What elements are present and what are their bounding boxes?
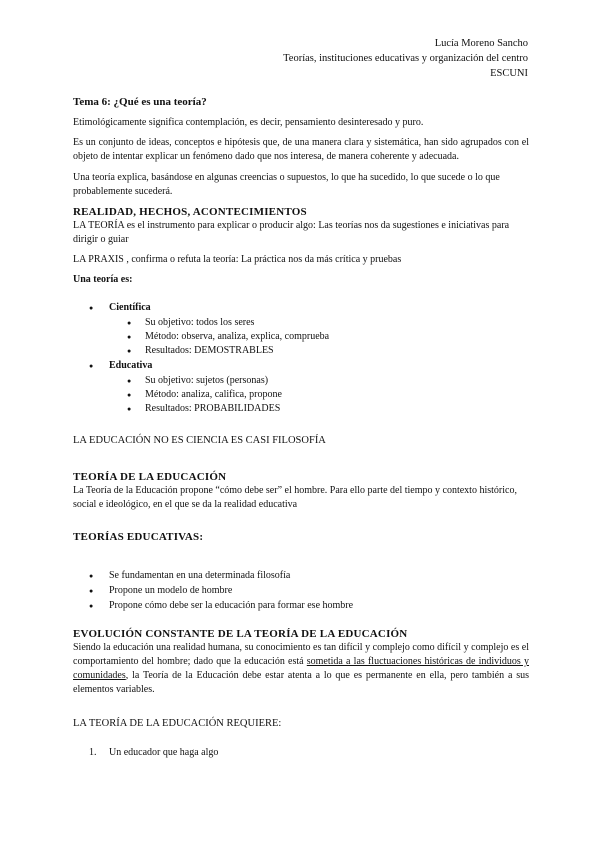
list-item: ● Resultados: DEMOSTRABLES bbox=[73, 344, 529, 358]
list-item: ● Método: observa, analiza, explica, comprueba bbox=[73, 330, 529, 344]
heading-realidad: REALIDAD, HECHOS, ACONTECIMIENTOS bbox=[73, 206, 307, 218]
course-name: Teorías, instituciones educativas y organización del centro bbox=[283, 53, 528, 64]
paragraph-definition: Es un conjunto de ideas, conceptos e hipótesis que, de una manera clara y sistemática, han sido agrupados con el objeto de intentar explicar un fenómeno dado que nos interesa, de manera coherente y adecuada. bbox=[73, 137, 529, 162]
praxis-lead: LA PRAXIS bbox=[73, 254, 124, 265]
school-name: ESCUNI bbox=[490, 68, 528, 79]
document-header bbox=[283, 36, 528, 81]
evolucion-text-a: Siendo la educación una realidad humana, su conocimiento es tan difícil y complejo como difícil y complejo es el comportamiento del hombre; dado que la educación está bbox=[73, 642, 529, 667]
list-number: 1. bbox=[89, 747, 97, 758]
topic-title: Tema 6: ¿Qué es una teoría? bbox=[73, 96, 207, 108]
list-item-text: Un educador que haga algo bbox=[109, 747, 219, 758]
evolucion-text-b: , la Teoría de la Educación debe estar atenta a lo que es permanente en ella, pero también a sus elementos variables. bbox=[73, 670, 529, 695]
heading-evolucion: EVOLUCIÓN CONSTANTE DE LA TEORÍA DE LA EDUCACIÓN bbox=[73, 628, 408, 640]
list-item: ● Se fundamentan en una determinada filosofía bbox=[73, 569, 529, 583]
paragraph-teoria bbox=[73, 219, 529, 247]
teorias-list bbox=[73, 569, 529, 613]
document-body bbox=[73, 95, 529, 760]
list-item: ● Método: analiza, califica, propone bbox=[73, 388, 529, 402]
paragraph-etymology: Etimológicamente significa contemplación, es decir, pensamiento desinteresado y puro. bbox=[73, 117, 424, 128]
list-item: ● Su objetivo: sujetos (personas) bbox=[73, 374, 529, 388]
paragraph-teoria-educacion: La Teoría de la Educación propone “cómo debe ser” el hombre. Para ello parte del tiempo y contexto histórico, social e ideológico, en el que se da la realidad educativa bbox=[73, 485, 517, 510]
list-item-cientifica: ● Científica bbox=[73, 301, 529, 315]
list-item: ● Propone un modelo de hombre bbox=[73, 584, 529, 598]
requiere-list bbox=[73, 746, 529, 760]
paragraph-praxis bbox=[73, 253, 529, 267]
author-name: Lucía Moreno Sancho bbox=[434, 38, 528, 49]
una-teoria-label: Una teoría es: bbox=[73, 274, 133, 285]
teoria-rest: es el instrumento para explicar o producir algo: Las teorías nos da sugestiones e iniciativas para dirigir o guiar bbox=[73, 220, 510, 245]
statement-requiere: LA TEORÍA DE LA EDUCACIÓN REQUIERE: bbox=[73, 718, 282, 729]
list-item: ● Resultados: PROBABILIDADES bbox=[73, 402, 529, 416]
heading-teorias-educativas: TEORÍAS EDUCATIVAS: bbox=[73, 531, 204, 543]
list-item-educativa: ● Educativa bbox=[73, 359, 529, 373]
paragraph-explains: Una teoría explica, basándose en algunas creencias o supuestos, lo que ha sucedido, lo que sucede o lo que probablemente sucederá. bbox=[73, 172, 500, 197]
list-item bbox=[73, 746, 529, 760]
list-item: ● Propone cómo debe ser la educación para formar ese hombre bbox=[73, 599, 529, 613]
teoria-lead: LA TEORÍA bbox=[73, 220, 125, 231]
statement-no-ciencia: LA EDUCACIÓN NO ES CIENCIA ES CASI FILOSOFÍA bbox=[73, 435, 326, 446]
list-item: ● Su objetivo: todos los seres bbox=[73, 316, 529, 330]
praxis-rest: , confirma o refuta la teoría: La práctica nos da más crítica y pruebas bbox=[123, 254, 402, 265]
theory-types-list bbox=[73, 301, 529, 416]
evolucion-underlined: sometida a las fluctuaciones históricas de individuos y comunidades bbox=[73, 656, 529, 681]
heading-teoria-educacion: TEORÍA DE LA EDUCACIÓN bbox=[73, 471, 227, 483]
paragraph-evolucion bbox=[73, 641, 529, 697]
